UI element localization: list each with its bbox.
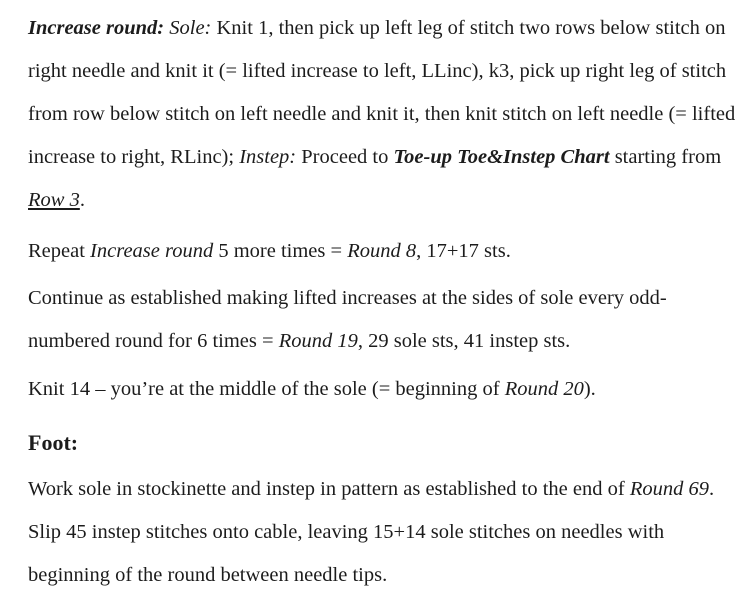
text-span: 5 more times =: [213, 240, 348, 262]
text-span: , 17+17 sts.: [416, 240, 511, 262]
continue-paragraph: [28, 277, 738, 363]
text-span: . Slip 45 instep stitches onto cable, leaving 15+14 sole stitches on needles with beginning of the round between needle tips.: [28, 478, 715, 586]
text-span: , 29 sole sts, 41 instep sts.: [357, 330, 571, 352]
text-span: Continue as established making lifted increases at the sides of sole every odd-numbered round for 6 times =: [28, 287, 667, 352]
text-span: Knit 1, then pick up left leg of stitch two rows below stitch on right needle and knit it (= lifted increase to left, LLinc), k3, pick up right leg of stitch from row below stitch on left needle and knit it, then knit stitch on left needle (= lifted increase to right, RLinc);: [28, 17, 736, 168]
increase-round-ref: Increase round: [90, 240, 214, 262]
foot-heading: Foot:: [28, 430, 79, 455]
sole-label: Sole:: [169, 17, 212, 39]
knit-14-paragraph: [28, 368, 738, 411]
text-span: Work sole in stockinette and instep in pattern as established to the end of: [28, 478, 630, 500]
text-span: Knit 14 – you’re at the middle of the sole (= beginning of: [28, 378, 505, 400]
foot-paragraph: [28, 468, 738, 597]
repeat-paragraph: [28, 230, 738, 273]
chart-reference: Toe-up Toe&Instep Chart: [393, 146, 610, 168]
round-8-ref: Round 8: [347, 240, 417, 262]
text-span: ).: [583, 378, 596, 400]
round-20-ref: Round 20: [504, 378, 584, 400]
row-3-link[interactable]: Row 3: [28, 189, 80, 211]
text-span: starting from: [609, 146, 722, 168]
text-span: .: [79, 189, 85, 211]
instep-label: Instep:: [239, 146, 297, 168]
increase-round-paragraph: [28, 0, 738, 222]
increase-round-label: Increase round:: [28, 17, 165, 39]
document-body: [28, 0, 738, 597]
text-span: Proceed to: [296, 146, 394, 168]
round-19-ref: Round 19: [278, 330, 358, 352]
text-span: Repeat: [28, 240, 91, 262]
round-69-ref: Round 69: [629, 478, 709, 500]
